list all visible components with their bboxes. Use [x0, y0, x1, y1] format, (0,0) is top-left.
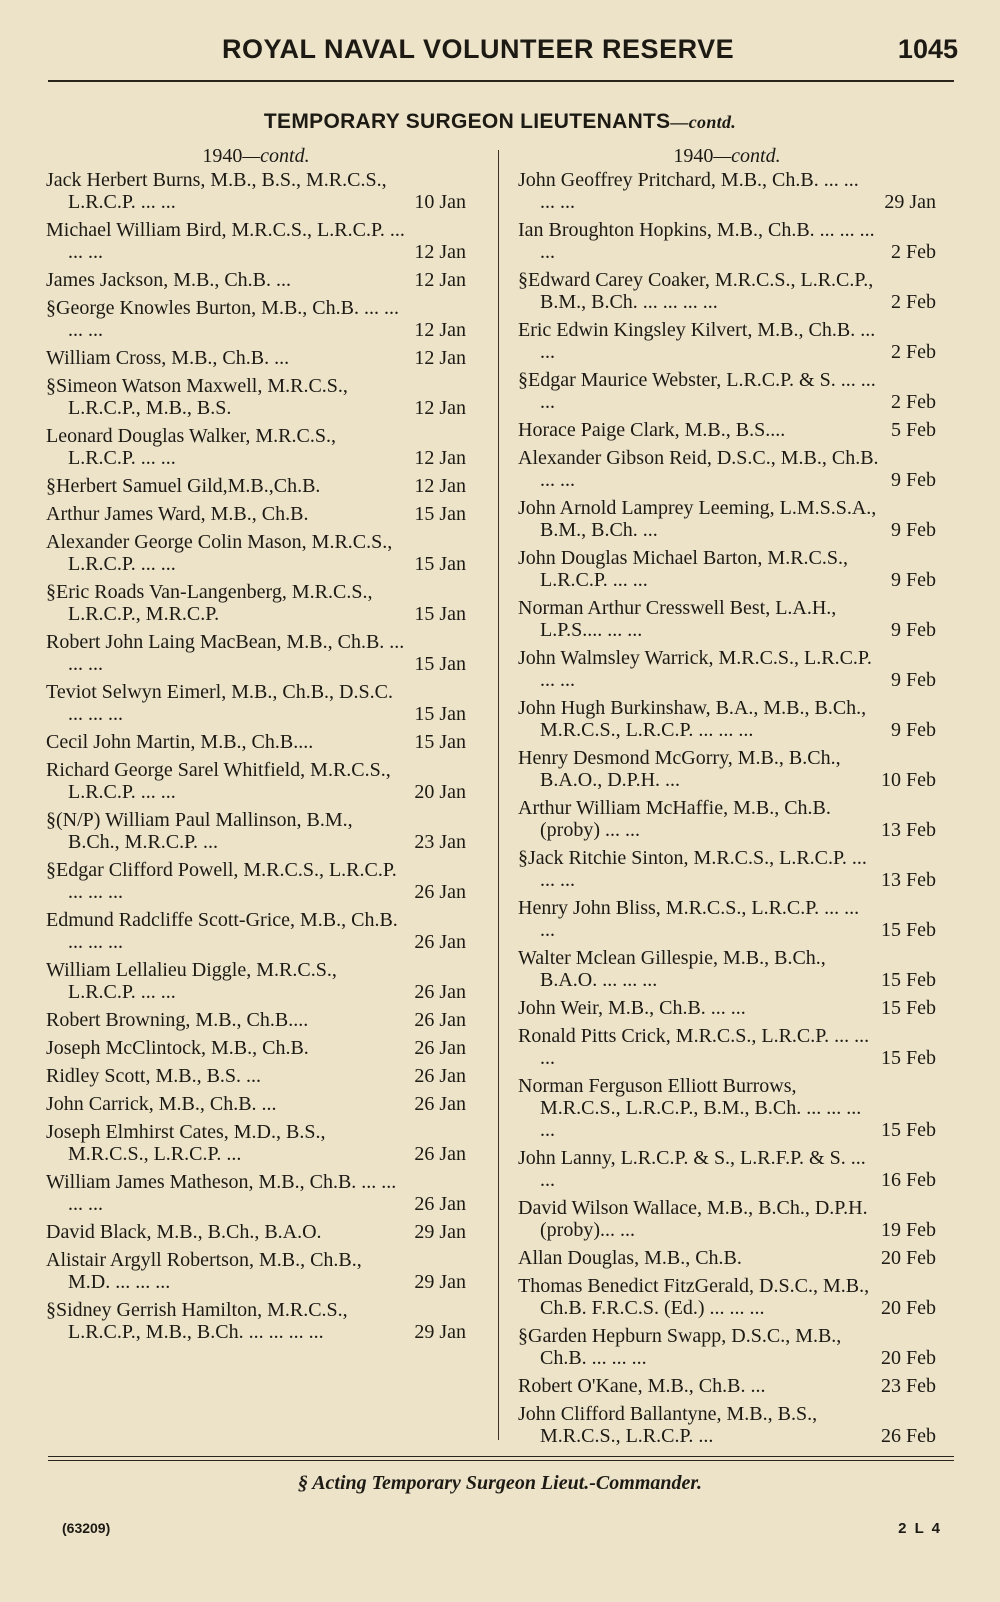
seniority-date: 16 Feb	[881, 1169, 936, 1191]
footer-rule	[48, 1460, 954, 1461]
officer-name: §Edgar Maurice Webster, L.R.C.P. & S. ... ... ...	[518, 369, 876, 413]
seniority-date: 15 Feb	[881, 919, 936, 941]
officer-name: John Hugh Burkinshaw, B.A., M.B., B.Ch., M.R.C.S., L.R.C.P. ... ... ...	[518, 697, 867, 741]
officer-name: Alexander Gibson Reid, D.S.C., M.B., Ch.B. ... ...	[518, 447, 879, 491]
officer-entry	[518, 497, 936, 541]
officer-entry	[46, 1121, 466, 1165]
officer-entry	[46, 269, 466, 291]
officer-entry	[518, 1025, 936, 1069]
officer-name: John Geoffrey Pritchard, M.B., Ch.B. ... ... ... ...	[518, 169, 859, 213]
page-number: 1045	[897, 34, 958, 64]
officer-name: Richard George Sarel Whitfield, M.R.C.S., L.R.C.P. ... ...	[46, 759, 391, 803]
officer-name: §Garden Hepburn Swapp, D.S.C., M.B., Ch.B. ... ... ...	[518, 1325, 842, 1369]
seniority-date: 26 Jan	[414, 1193, 466, 1215]
officer-entry	[46, 1249, 466, 1293]
officer-entry	[518, 169, 936, 213]
officer-name: Thomas Benedict FitzGerald, D.S.C., M.B., Ch.B. F.R.C.S. (Ed.) ... ... ...	[518, 1275, 870, 1319]
officer-name: John Weir, M.B., Ch.B. ... ...	[518, 997, 746, 1019]
officer-name: §Simeon Watson Maxwell, M.R.C.S., L.R.C.P., M.B., B.S.	[46, 375, 348, 419]
officer-name: Joseph McClintock, M.B., Ch.B.	[46, 1037, 309, 1059]
section-heading	[0, 110, 1000, 134]
officer-name: Robert O'Kane, M.B., Ch.B. ...	[518, 1375, 766, 1397]
seniority-date: 9 Feb	[891, 719, 936, 741]
officer-name: §Eric Roads Van-Langenberg, M.R.C.S., L.R.C.P., M.R.C.P.	[46, 581, 373, 625]
seniority-date: 26 Jan	[414, 931, 466, 953]
officer-entry	[46, 219, 466, 263]
officer-entry	[518, 369, 936, 413]
officer-name: Henry John Bliss, M.R.C.S., L.R.C.P. ... ... ...	[518, 897, 860, 941]
officer-entry	[46, 347, 466, 369]
officer-entry	[518, 1375, 936, 1397]
officer-entry	[518, 319, 936, 363]
officer-entry	[46, 859, 466, 903]
officer-name: Ronald Pitts Crick, M.R.C.S., L.R.C.P. ... ... ...	[518, 1025, 870, 1069]
seniority-date: 12 Jan	[414, 241, 466, 263]
officer-name: William Cross, M.B., Ch.B. ...	[46, 347, 290, 369]
officer-name: John Lanny, L.R.C.P. & S., L.R.F.P. & S. ... ...	[518, 1147, 866, 1191]
officer-name: David Black, M.B., B.Ch., B.A.O.	[46, 1221, 322, 1243]
section-title: TEMPORARY SURGEON LIEUTENANTS	[263, 110, 671, 133]
officer-name: §(N/P) William Paul Mallinson, B.M., B.Ch., M.R.C.P. ...	[46, 809, 353, 853]
seniority-date: 20 Feb	[881, 1247, 936, 1269]
seniority-date: 12 Jan	[414, 269, 466, 291]
seniority-date: 15 Feb	[881, 969, 936, 991]
officer-name: Walter Mclean Gillespie, M.B., B.Ch., B.A.O. ... ... ...	[518, 947, 826, 991]
officer-entry	[46, 631, 466, 675]
officer-entry	[46, 731, 466, 753]
seniority-date: 23 Jan	[414, 831, 466, 853]
seniority-date: 12 Jan	[414, 447, 466, 469]
seniority-date: 2 Feb	[891, 341, 936, 363]
officer-entry	[518, 1403, 936, 1447]
officer-name: Allan Douglas, M.B., Ch.B.	[518, 1247, 742, 1269]
seniority-date: 12 Jan	[414, 397, 466, 419]
signature-mark: 2 L 4	[898, 1520, 942, 1537]
officer-entry	[46, 1037, 466, 1059]
footnote: § Acting Temporary Surgeon Lieut.-Commander.	[297, 1472, 703, 1494]
officer-entry	[46, 503, 466, 525]
officer-entry	[518, 747, 936, 791]
officer-name: William Lellalieu Diggle, M.R.C.S., L.R.C.P. ... ...	[46, 959, 337, 1003]
officer-name: Ian Broughton Hopkins, M.B., Ch.B. ... ... ... ...	[518, 219, 875, 263]
officer-name: Henry Desmond McGorry, M.B., B.Ch., B.A.O., D.P.H. ...	[518, 747, 841, 791]
seniority-date: 5 Feb	[891, 419, 936, 441]
officer-entry	[46, 959, 466, 1003]
officer-entry	[46, 1221, 466, 1243]
seniority-date: 26 Jan	[414, 1037, 466, 1059]
seniority-date: 26 Jan	[414, 1093, 466, 1115]
footer-rule	[48, 1456, 954, 1457]
officer-entry	[518, 269, 936, 313]
seniority-date: 15 Feb	[881, 1119, 936, 1141]
seniority-date: 15 Jan	[414, 653, 466, 675]
officer-name: John Walmsley Warrick, M.R.C.S., L.R.C.P. ... ...	[518, 647, 872, 691]
officer-name: Robert Browning, M.B., Ch.B....	[46, 1009, 309, 1031]
officer-name: Eric Edwin Kingsley Kilvert, M.B., Ch.B. ... ...	[518, 319, 876, 363]
officer-name: Leonard Douglas Walker, M.R.C.S., L.R.C.P. ... ...	[46, 425, 336, 469]
officer-name: Horace Paige Clark, M.B., B.S....	[518, 419, 786, 441]
seniority-date: 9 Feb	[891, 619, 936, 641]
officer-entry	[46, 1299, 466, 1343]
seniority-date: 15 Jan	[414, 553, 466, 575]
seniority-date: 19 Feb	[881, 1219, 936, 1241]
officer-entry	[518, 697, 936, 741]
officer-name: James Jackson, M.B., Ch.B. ...	[46, 269, 291, 291]
left-column	[46, 145, 466, 1349]
officer-name: Joseph Elmhirst Cates, M.D., B.S., M.R.C.S., L.R.C.P. ...	[46, 1121, 326, 1165]
officer-entry	[518, 1147, 936, 1191]
officer-entry	[518, 597, 936, 641]
officer-name: Teviot Selwyn Eimerl, M.B., Ch.B., D.S.C. ... ... ...	[46, 681, 393, 725]
officer-entry	[46, 375, 466, 419]
seniority-date: 2 Feb	[891, 291, 936, 313]
seniority-date: 26 Feb	[881, 1425, 936, 1447]
section-suffix: —contd.	[670, 112, 737, 132]
officer-entry	[518, 997, 936, 1019]
officer-name: John Clifford Ballantyne, M.B., B.S., M.R.C.S., L.R.C.P. ...	[518, 1403, 818, 1447]
seniority-date: 13 Feb	[881, 869, 936, 891]
seniority-date: 12 Jan	[414, 347, 466, 369]
seniority-date: 26 Jan	[414, 881, 466, 903]
seniority-date: 29 Jan	[884, 191, 936, 213]
officer-name: Norman Ferguson Elliott Burrows, M.R.C.S., L.R.C.P., B.M., B.Ch. ... ... ... ...	[518, 1075, 862, 1141]
seniority-date: 15 Feb	[881, 1047, 936, 1069]
officer-entry	[518, 897, 936, 941]
officer-entry	[46, 475, 466, 497]
officer-entry	[518, 447, 936, 491]
officer-entry	[46, 681, 466, 725]
seniority-date: 20 Feb	[881, 1347, 936, 1369]
running-title: ROYAL NAVAL VOLUNTEER RESERVE	[222, 34, 735, 64]
seniority-date: 15 Jan	[414, 731, 466, 753]
officer-entry	[518, 1075, 936, 1141]
officer-name: §Edward Carey Coaker, M.R.C.S., L.R.C.P., B.M., B.Ch. ... ... ... ...	[518, 269, 874, 313]
officer-name: Alexander George Colin Mason, M.R.C.S., L.R.C.P. ... ...	[46, 531, 393, 575]
year-label: 1940	[673, 145, 714, 167]
seniority-date: 12 Jan	[414, 319, 466, 341]
officer-name: §George Knowles Burton, M.B., Ch.B. ... ... ... ...	[46, 297, 399, 341]
seniority-date: 9 Feb	[891, 519, 936, 541]
seniority-date: 2 Feb	[891, 241, 936, 263]
officer-entry	[518, 1275, 936, 1319]
seniority-date: 29 Jan	[414, 1321, 466, 1343]
officer-entry	[46, 1093, 466, 1115]
officer-entry	[518, 419, 936, 441]
year-heading	[46, 145, 466, 167]
officer-entry	[46, 809, 466, 853]
officer-entry	[518, 1197, 936, 1241]
officer-name: John Douglas Michael Barton, M.R.C.S., L.R.C.P. ... ...	[518, 547, 848, 591]
officer-name: Cecil John Martin, M.B., Ch.B....	[46, 731, 314, 753]
seniority-date: 12 Jan	[414, 475, 466, 497]
officer-name: Arthur William McHaffie, M.B., Ch.B. (proby) ... ...	[518, 797, 831, 841]
officer-entry	[518, 1325, 936, 1369]
officer-name: John Carrick, M.B., Ch.B. ...	[46, 1093, 277, 1115]
officer-name: §Sidney Gerrish Hamilton, M.R.C.S., L.R.C.P., M.B., B.Ch. ... ... ... ...	[46, 1299, 348, 1343]
year-suffix: —contd.	[242, 145, 310, 167]
seniority-date: 9 Feb	[891, 569, 936, 591]
officer-entry	[518, 547, 936, 591]
officer-name: §Herbert Samuel Gild,M.B.,Ch.B.	[46, 475, 321, 497]
year-label: 1940	[202, 145, 243, 167]
seniority-date: 15 Jan	[414, 703, 466, 725]
officer-entry	[46, 581, 466, 625]
header-rule	[48, 80, 954, 82]
officer-entry	[46, 909, 466, 953]
print-code: (63209)	[62, 1520, 111, 1536]
column-divider	[498, 150, 499, 1440]
year-heading	[518, 145, 936, 167]
officer-name: Robert John Laing MacBean, M.B., Ch.B. ... ... ...	[46, 631, 405, 675]
officer-name: John Arnold Lamprey Leeming, L.M.S.S.A., B.M., B.Ch. ...	[518, 497, 877, 541]
right-column	[518, 145, 936, 1453]
officer-name: Arthur James Ward, M.B., Ch.B.	[46, 503, 309, 525]
seniority-date: 26 Jan	[414, 1009, 466, 1031]
officer-name: Michael William Bird, M.R.C.S., L.R.C.P. ... ... ...	[46, 219, 405, 263]
officer-name: William James Matheson, M.B., Ch.B. ... ... ... ...	[46, 1171, 397, 1215]
officer-name: Alistair Argyll Robertson, M.B., Ch.B., M.D. ... ... ...	[46, 1249, 362, 1293]
officer-entry	[46, 297, 466, 341]
seniority-date: 26 Jan	[414, 1065, 466, 1087]
officer-name: Ridley Scott, M.B., B.S. ...	[46, 1065, 262, 1087]
officer-entry	[46, 759, 466, 803]
seniority-date: 9 Feb	[891, 469, 936, 491]
officer-entry	[518, 647, 936, 691]
seniority-date: 26 Jan	[414, 1143, 466, 1165]
seniority-date: 23 Feb	[881, 1375, 936, 1397]
seniority-date: 20 Feb	[881, 1297, 936, 1319]
officer-entry	[46, 425, 466, 469]
officer-name: §Jack Ritchie Sinton, M.R.C.S., L.R.C.P. ... ... ...	[518, 847, 867, 891]
officer-entry	[46, 531, 466, 575]
seniority-date: 20 Jan	[414, 781, 466, 803]
officer-name: §Edgar Clifford Powell, M.R.C.S., L.R.C.P. ... ... ...	[46, 859, 397, 903]
officer-name: Norman Arthur Cresswell Best, L.A.H., L.P.S.... ... ...	[518, 597, 837, 641]
year-suffix: —contd.	[713, 145, 781, 167]
officer-name: David Wilson Wallace, M.B., B.Ch., D.P.H. (proby)... ...	[518, 1197, 868, 1241]
officer-entry	[46, 1009, 466, 1031]
seniority-date: 15 Jan	[414, 603, 466, 625]
seniority-date: 2 Feb	[891, 391, 936, 413]
seniority-date: 26 Jan	[414, 981, 466, 1003]
seniority-date: 9 Feb	[891, 669, 936, 691]
running-head	[0, 34, 1000, 74]
seniority-date: 13 Feb	[881, 819, 936, 841]
officer-entry	[46, 1065, 466, 1087]
officer-entry	[518, 797, 936, 841]
officer-name: Edmund Radcliffe Scott-Grice, M.B., Ch.B. ... ... ...	[46, 909, 398, 953]
seniority-date: 15 Feb	[881, 997, 936, 1019]
seniority-date: 10 Feb	[881, 769, 936, 791]
officer-entry	[518, 1247, 936, 1269]
seniority-date: 29 Jan	[414, 1221, 466, 1243]
officer-name: Jack Herbert Burns, M.B., B.S., M.R.C.S., L.R.C.P. ... ...	[46, 169, 387, 213]
seniority-date: 29 Jan	[414, 1271, 466, 1293]
officer-entry	[518, 847, 936, 891]
officer-entry	[46, 169, 466, 213]
seniority-date: 15 Jan	[414, 503, 466, 525]
officer-entry	[518, 219, 936, 263]
officer-entry	[518, 947, 936, 991]
seniority-date: 10 Jan	[414, 191, 466, 213]
officer-entry	[46, 1171, 466, 1215]
